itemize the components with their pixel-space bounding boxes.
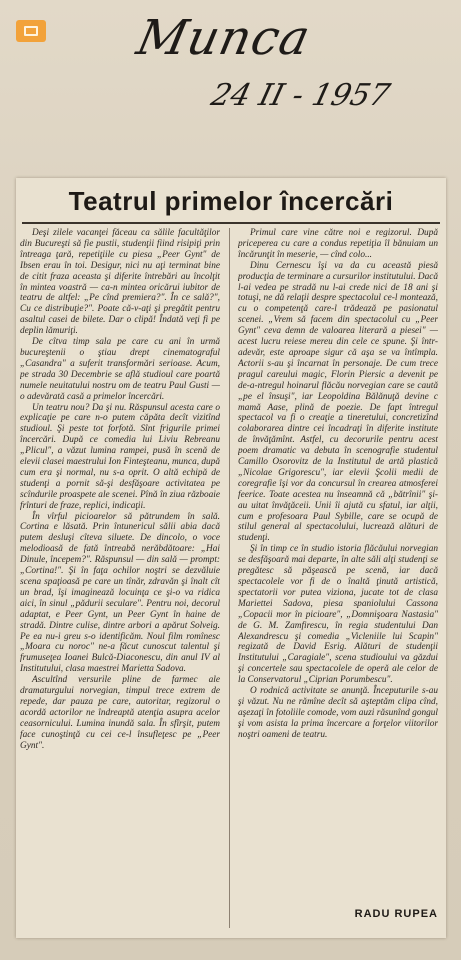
newspaper-masthead: Munca (132, 10, 316, 66)
paragraph: Primul care vine către noi e regizorul. După priceperea cu care a condus repetiţia îl bănuiam un încărunţit în meserie, — cînd colo... (238, 228, 438, 260)
article-author: RADU RUPEA (354, 908, 438, 920)
paragraph: În vîrful picioarelor să pătrundem în sală. Cortina e lăsată. Prin întunericul sălii abia dacă putem desluşi cîteva siluete. De dincolo, o voce melodioasă de fată întreabă nerăbdătoare: „Hai Dinule, începem?". Răspunsul — din sală — prompt: „Cortina!". Şi în faţa ochilor noştri se dezvăluie scena spaţioasă pe care un tînăr, zdravăn şi înalt cît un brad, îşi imaginează locuinţa ce şi-o va ridica aici, în sinul „pădurii seculare". Pentru noi, decorul adaptat, e Peer Gynt, un Peer Gynt în haine de stradă. Dintre culise, dintre arbori a apărut Solveig. Pe ea nu-i greu s-o identificăm. Noul film romînesc „Moara cu noroc" ne-a făcut cunoscut talentul şi frumuseţea Ioanei Bulcă-Diaconescu, din anul IV al Institutului, clasa maestrei Marietta Sadova. (20, 511, 220, 675)
paragraph: Ascultînd versurile pline de farmec ale dramaturgului norvegian, timpul trece extrem de repede, dar pauza pe care, autoritar, regizorul o acordă actorilor ne îndreaptă atenţia asupra acelor ceasornicului. Lumina inundă sala. În sfîrşit, putem face cunoştinţă cu cei ce-l însufleţesc pe „Peer Gynt". (20, 675, 220, 751)
article-column-right (238, 228, 438, 936)
article-title: Teatrul primelor încercări (68, 186, 394, 216)
handwritten-date: 24 II - 1957 (207, 78, 394, 113)
paragraph: O rodnică activitate se anunţă. Începuturile s-au şi văzut. Nu ne rămîne decît să aşteptăm clipa cînd, aşezaţi în fotoliile comode, vom auzi răsunînd gongul şi vom asista la prima încercare a forţelor viitorilor noştri oameni de teatru. (238, 686, 438, 740)
paragraph: Dinu Cernescu îşi va da cu această piesă producţia de terminare a cursurilor institutului. Dacă l-ai vedea pe stradă nu l-ai crede nici de 18 ani şi totuşi, ne dă relaţii despre spectacolul ce-l montează, cu o competenţă care-l trădează pe pasionatul scenei. „Vrem să facem din spectacolul cu „Peer Gynt" ceva demn de valoarea literară a piesei" — acest lucru reiese mereu din cele ce spune. Şi într-adevăr, este aproape sigur că aşa se va întîmpla. Actorii s-au şi încarnat în personaje. De cum trece pragul careului magic, Florin Piersic a devenit pe de-a-ntregul hoinarul flăcău norvegian care se caută „pe el însuşi", iar Leopoldina Bălănuţă devine c mamă Aase, plină de poezie. De fapt întregul spectacol va fi o creaţie a tineretului, concretizînd colaborarea dintre cei încadraţi în diferite institute de învăţămînt. Astfel, cu decorurile pentru acest poem dramatic va debuta în scenografie studentul Camillo Osorovitz de la Institutul de artă plastică „Nicolae Grigorescu", iar elevii Şcolii medii de coregrafie îşi vor da concursul în crearea atmosferei feerice. Toate acestea nu înseamnă că „bătrînii" şi-au uitat învăţăceii. Unii îi ajută cu sfatul, iar alţii, cum e profesoara Paul Sybille, care se ocupă de stilul general al spectacolului, lucrează alături de studenţi. (238, 260, 438, 544)
paragraph: De cîtva timp sala pe care cu ani în urmă bucureştenii o ştiau drept cinematograful „Casandra" a suferit transformări serioase. Acum, pe strada 30 Decembrie se află studioul care poartă numele neuitatului nostru om de teatru Paul Gusti — o adevărată casă a primelor încercări. (20, 337, 220, 402)
paragraph: Un teatru nou? Da şi nu. Răspunsul acesta care o explicaţie pe care n-o putem căpăta decît vizitînd studioul. Şi peste tot forfotă. Sînt frigurile primei încercări. După ce comedia lui Liviu Rebreanu „Plicul", a văzut lumina rampei, pusă în scenă de elevii clasei maestrului Ion Finteşteanu, munca, după cum era şi normal, nu s-a oprit. O altă echipă de studenţi a pornit să-şi desfăşoare activitatea pe scîndurile proaspete ale scenei. Pînă în ziua războaie frînturi de fraze, replici, indicaţii. (20, 402, 220, 511)
column-divider (229, 228, 230, 928)
article-clipping (16, 178, 446, 938)
article-column-left (20, 228, 220, 936)
folder-icon[interactable] (16, 20, 46, 42)
paragraph: Şi în timp ce în studio istoria flăcăului norvegian se desfăşoară mai departe, în alte săli alţi studenţi se pregătesc să păşească pe scenă, iar dacă spectacolele vor fi de o înaltă ţinută artistică, spectatorii vor putea viziona, jucate tot de clasa Mariettei Sadova, piesa spaniolului Cassona „Copacii mor în picioare", „Domnişoara Nastasia" de G. M. Zamfirescu, în regia studentului Dan Alexandrescu şi comedia „Vicleniile lui Scapin" regizată de David Esrig. Alături de studenţii Institutului „Caragiale", scena studioului va găzdui şi concertele sau spectacolele de operă ale celor de la Conservatorul „Ciprian Porumbescu". (238, 544, 438, 686)
title-rule (22, 222, 440, 224)
paragraph: Deşi zilele vacanţei făceau ca sălile facultăţilor din Bucureşti să fie pustii, studenţii fiind risipiţi prin întreaga ţară, repetiţiile cu piesa „Peer Gynt" de Ibsen erau în toi. Desigur, nici nu aţi terminat bine de citit fraza aceasta şi diferite întrebări au încolţit în mintea voastră — ca-n mintea oricărui iubitor de teatru de altfel: „Pe cînd premiera?". În ce sală?", Cu ce distribuţie?". Poate că-v-aţi şi pregătit pentru asaltul casei de bilete. Dar o clipă! Îndată veţi fi pe deplin lămuriţi. (20, 228, 220, 337)
